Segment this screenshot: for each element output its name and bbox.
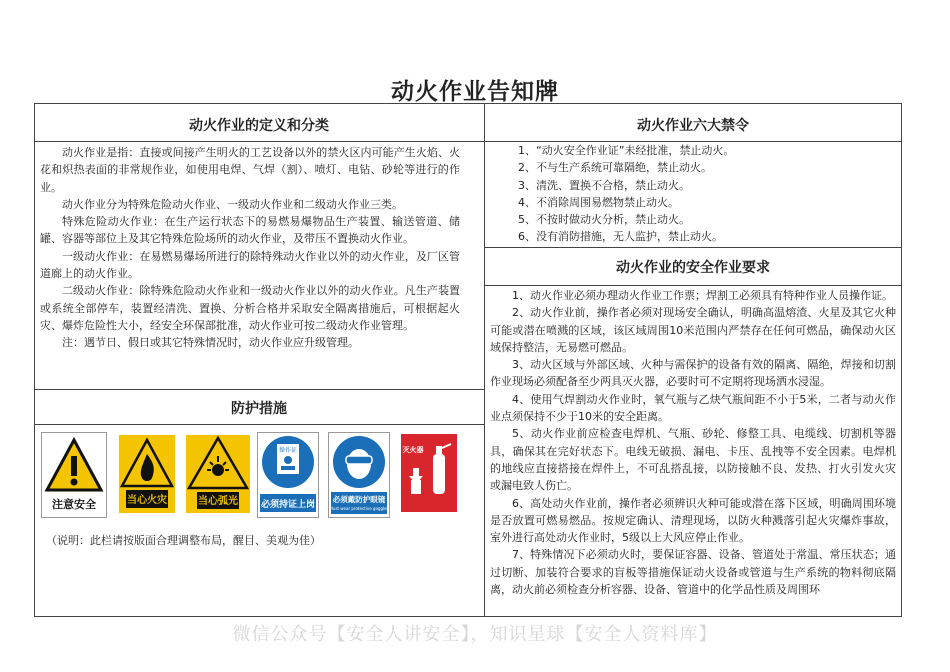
divider-line xyxy=(34,424,484,425)
prohibitions-heading: 动火作业六大禁令 xyxy=(637,118,749,134)
divider-line xyxy=(484,285,902,286)
requirements-heading: 动火作业的安全作业要求 xyxy=(616,260,770,276)
definition-paragraph: 二级动火作业：除特殊危险动火作业和一级动火作业以外的动火作业。凡生产装置或系统全部停车，装置经清洗、置换、分析合格并采取安全隔离措施后，可根据起火灾、爆炸危险性大小，经安全环保部批准，动火作业可按二级动火作业管理。 xyxy=(40,284,460,332)
requirement-item: 1、动火作业必须办理动火作业工作票；焊割工必须具有特种作业人员操作证。 xyxy=(512,289,893,302)
requirements-text xyxy=(490,287,896,617)
fire-warning-icon xyxy=(116,432,178,518)
definition-paragraph: 动火作业分为特殊危险动火作业、一级动火作业和二级动火作业三类。 xyxy=(62,197,403,211)
sign-caption: 灭火器 xyxy=(402,446,424,454)
watermark: 微信公众号【安全人讲安全】，知识星球【安全人资料库】 xyxy=(232,624,718,645)
sign-caption: 必须戴防护眼镜 xyxy=(332,495,386,504)
layout-note: （说明：此栏请按版面合理调整布局，醒目、美观为佳） xyxy=(46,534,321,547)
certificate-required-icon xyxy=(257,432,319,518)
sign-caption: 当心弧光 xyxy=(198,496,238,507)
column-divider xyxy=(484,103,485,617)
list-item: 1、“动火安全作业证”未经批准，禁止动火。 xyxy=(518,144,735,157)
warning-triangle-icon xyxy=(41,432,107,518)
sign-caption: 当心火灾 xyxy=(127,495,167,506)
requirement-item: 7、特殊情况下必须动火时，要保证容器、设备、管道处于常温、常压状态；通过切断、加装符合要求的盲板等措施保证动火设备或管道与生产系统的物料彻底隔离，动火前必须检查分析容器、设备、管道中的化学品性质及周围环 xyxy=(490,548,896,597)
definition-text xyxy=(40,144,460,352)
sign-caption: 必须持证上岗 xyxy=(260,500,316,510)
list-item: 2、不与生产系统可靠隔绝，禁止动火。 xyxy=(518,161,712,175)
divider-line xyxy=(484,247,902,248)
arc-warning-icon xyxy=(183,432,253,518)
prohibitions-list xyxy=(490,142,890,246)
sign-caption: 注意安全 xyxy=(52,498,96,511)
requirement-item: 6、高处动火作业前，操作者必须辨识火种可能或潜在落下区域，明确周围环境是否放置可燃易燃品。按规定确认、清理现场，以防火种溅落引起火灾爆炸事故，室外进行高处动火作业时，5级以上大风应停止作业。 xyxy=(490,496,896,545)
sign-top-label: 操作证 xyxy=(278,447,298,454)
list-item: 6、没有消防措施，无人监护，禁止动火。 xyxy=(518,230,723,244)
safety-signs-row xyxy=(41,432,461,520)
requirement-item: 3、动火区域与外部区域、火种与需保护的设备有效的隔离、隔绝，焊接和切割作业现场必须配备至少两具灭火器，必要时可不定期将现场洒水浸湿。 xyxy=(490,358,896,389)
sign-caption-en: Must wear protective goggles xyxy=(329,506,389,511)
list-item: 4、不消除周围易燃物禁止动火。 xyxy=(518,195,679,209)
divider-line xyxy=(34,141,484,142)
definition-paragraph: 特殊危险动火作业：在生产运行状态下的易燃易爆物品生产装置、输送管道、储罐、容器等部位上及其它特殊危险场所的动火作业，及带压不置换动火作业。 xyxy=(40,215,460,246)
definition-paragraph: 动火作业是指：直接或间接产生明火的工艺设备以外的禁火区内可能产生火焰、火花和炽热表面的非常规作业，如使用电焊、气焊（割）、喷灯、电钻、砂轮等进行的作业。 xyxy=(40,146,460,194)
definition-heading: 动火作业的定义和分类 xyxy=(189,118,329,134)
divider-line xyxy=(34,389,484,390)
face-shield-icon xyxy=(328,432,390,518)
definition-paragraph: 一级动火作业：在易燃易爆场所进行的除特殊动火作业以外的动火作业，及厂区管道廊上的动火作业。 xyxy=(40,249,460,281)
definition-paragraph: 注：遇节日、假日或其它特殊情况时，动火作业应升级管理。 xyxy=(62,336,359,350)
requirement-item: 2、动火作业前，操作者必须对现场安全确认，明确高温熔渣、火星及其它火种可能或潜在喷溅的区域，该区域周围10米范围内严禁存在任何可燃品，确保动火区域保持整洁，无易燃可燃品。 xyxy=(490,306,896,354)
requirement-item: 4、使用气焊割动火作业时，氧气瓶与乙炔气瓶间距不小于5米，二者与动火作业点须保持不少于10米的安全距离。 xyxy=(490,392,896,424)
protection-heading: 防护措施 xyxy=(231,401,287,417)
requirement-item: 5、动火作业前应检查电焊机、气瓶、砂轮、修整工具、电缆线、切割机等器具，确保其在完好状态下。电线无破损、漏电、卡压、乱拽等不安全因素。电焊机的地线应直接搭接在焊件上，不可乱搭乱接，以防接触不良、发热、打火引发火灾或漏电致人伤亡。 xyxy=(490,427,896,493)
page-title: 动火作业告知牌 xyxy=(391,79,559,105)
list-item: 5、不按时做动火分析，禁止动火。 xyxy=(518,213,690,227)
fire-extinguisher-icon xyxy=(399,432,459,518)
list-item: 3、清洗、置换不合格，禁止动火。 xyxy=(518,178,690,192)
